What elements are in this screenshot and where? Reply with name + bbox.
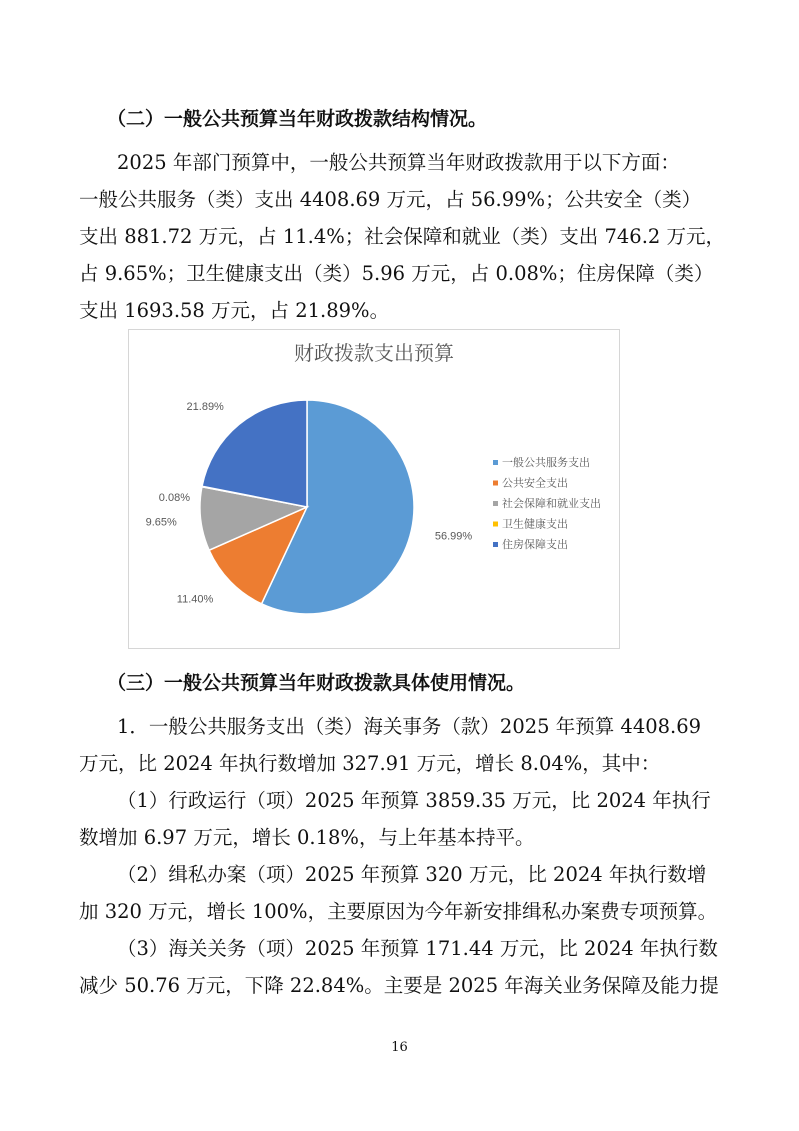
paragraph-line: 加 320 万元，增长 100%，主要原因为今年新安排缉私办案费专项预算。 [79,900,718,923]
pie-chart [129,330,619,648]
paragraph-line: 支出 881.72 万元，占 11.4%；社会保障和就业（类）支出 746.2 万元， [79,225,725,248]
paragraph-line: 占 9.65%；卫生健康支出（类）5.96 万元，占 0.08%；住房保障（类） [79,262,714,285]
page-number: 16 [391,1040,408,1055]
paragraph-line: 支出 1693.58 万元，占 21.89%。 [79,299,390,322]
data-label-4: 21.89% [186,400,224,413]
paragraph-line: （3）海关关务（项）2025 年预算 171.44 万元，比 2024 年执行数 [117,937,718,960]
data-label-0: 56.99% [434,530,473,543]
data-label-3: 0.08% [158,492,190,504]
legend-label-3: 卫生健康支出 [502,518,568,531]
paragraph-line: （1）行政运行（项）2025 年预算 3859.35 万元，比 2024 年执行 [117,789,711,812]
chart-title: 财政拨款支出预算 [294,343,454,365]
data-label-2: 9.65% [145,516,177,529]
legend-label-0: 一般公共服务支出 [502,457,590,469]
paragraph-line: 数增加 6.97 万元，增长 0.18%，与上年基本持平。 [79,826,535,849]
section-heading-2: （二）一般公共预算当年财政拨款结构情况。 [107,108,488,130]
legend-label-2: 社会保障和就业支出 [502,498,601,510]
paragraph-line: 减少 50.76 万元，下降 22.84%。主要是 2025 年海关业务保障及能力提 [79,974,719,997]
section-heading-3: （三）一般公共预算当年财政拨款具体使用情况。 [107,672,526,694]
legend-marker-3 [493,522,498,527]
paragraph-line: （2）缉私办案（项）2025 年预算 320 万元，比 2024 年执行数增 [117,863,707,886]
legend-marker-2 [493,501,498,506]
legend-marker-4 [493,542,498,547]
legend-label-1: 公共安全支出 [502,477,568,490]
paragraph-line: 万元，比 2024 年执行数增加 327.91 万元，增长 8.04%，其中： [79,752,661,775]
data-label-1: 11.40% [176,593,214,606]
legend-marker-1 [493,481,498,486]
legend-marker-0 [493,460,498,465]
legend-label-4: 住房保障支出 [502,539,568,551]
paragraph-line: 2025 年部门预算中，一般公共预算当年财政拨款用于以下方面： [117,151,680,174]
paragraph-line: 1．一般公共服务支出（类）海关事务（款）2025 年预算 4408.69 [117,715,702,738]
pie-chart-container [128,329,620,649]
paragraph-line: 一般公共服务（类）支出 4408.69 万元，占 56.99%；公共安全（类） [79,188,702,211]
